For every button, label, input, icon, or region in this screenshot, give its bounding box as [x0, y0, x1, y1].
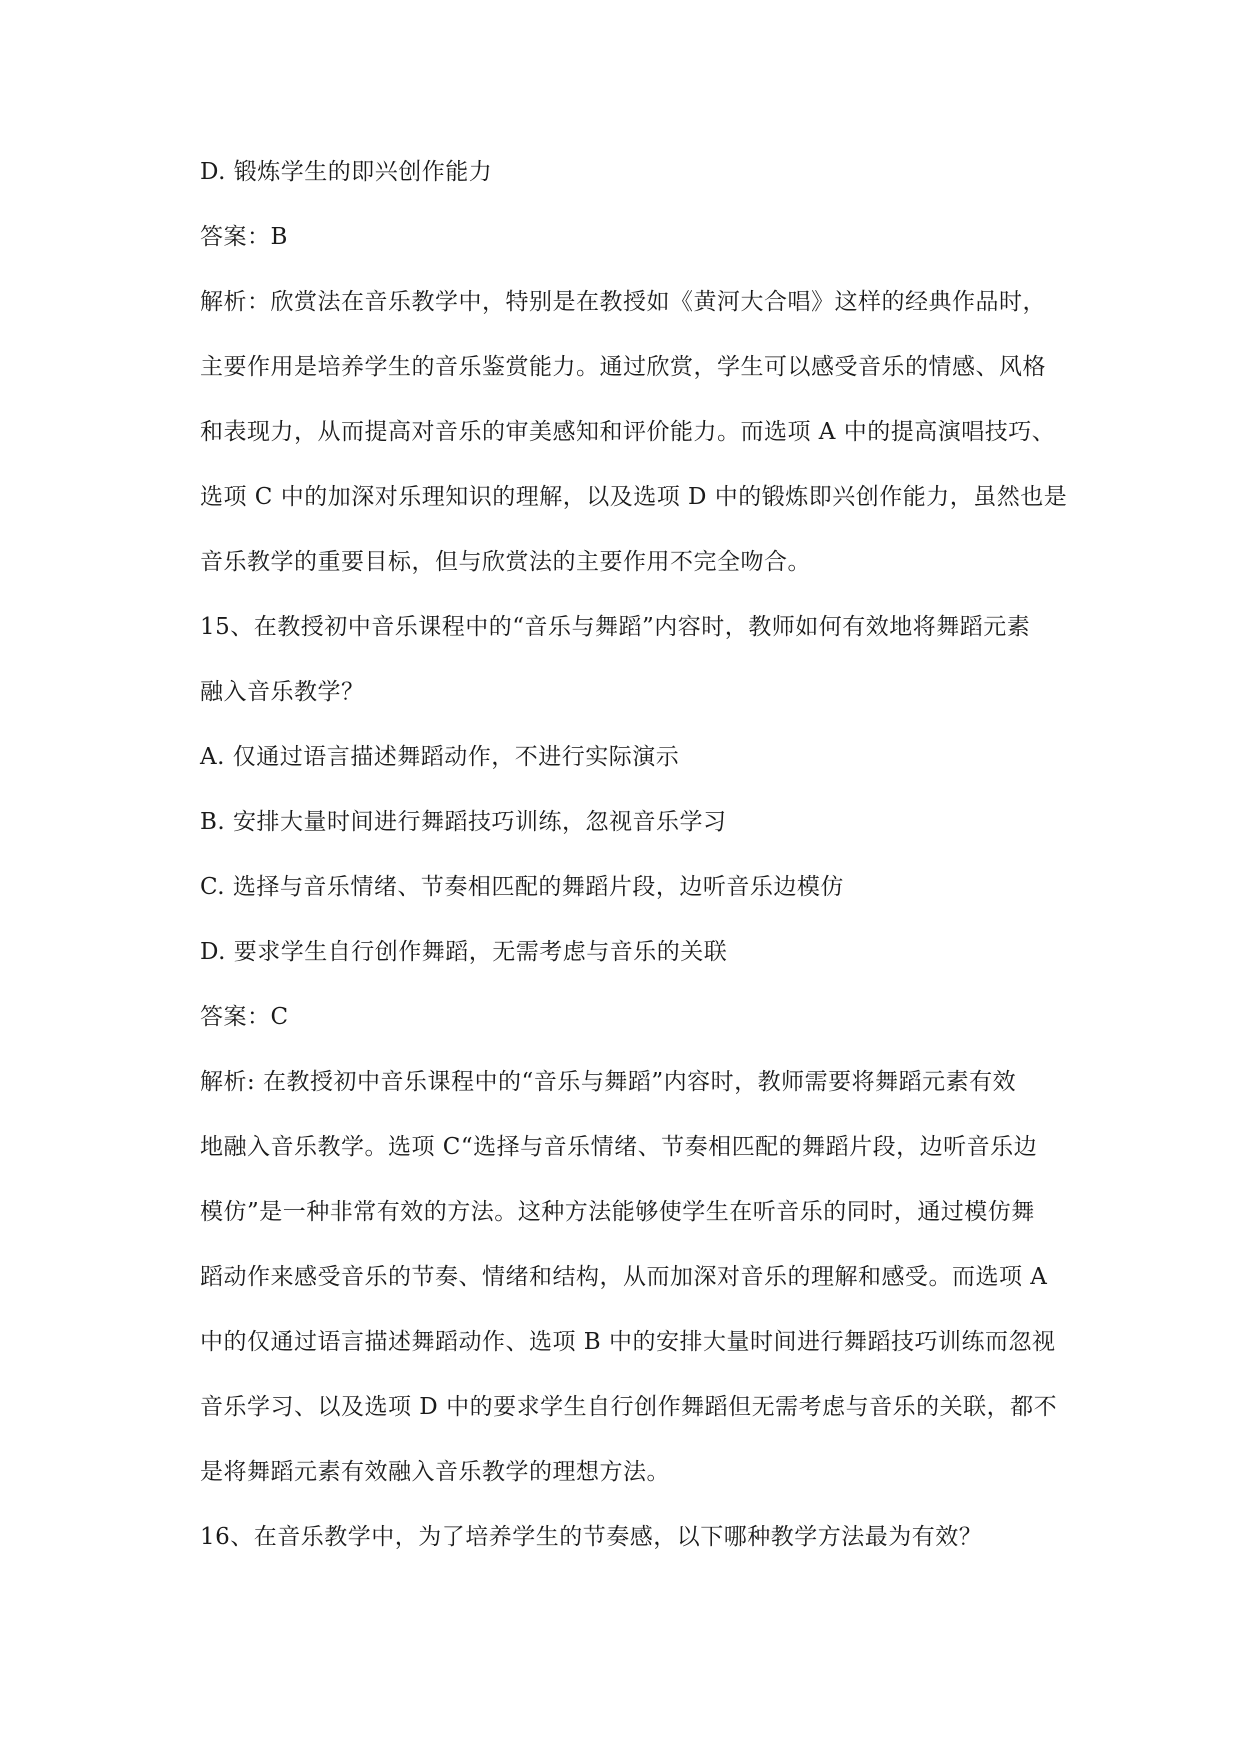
q14-explanation-line: 选项 C 中的加深对乐理知识的理解，以及选项 D 中的锻炼即兴创作能力，虽然也是	[200, 484, 1068, 510]
q15-option-c: C. 选择与音乐情绪、节奏相匹配的舞蹈片段，边听音乐边模仿	[200, 874, 844, 900]
q14-explanation-line: 和表现力，从而提高对音乐的审美感知和评价能力。而选项 A 中的提高演唱技巧、	[200, 419, 1056, 445]
q14-explanation-line: 主要作用是培养学生的音乐鉴赏能力。通过欣赏，学生可以感受音乐的情感、风格	[200, 354, 1046, 380]
q15-explanation-line: 解析: 在教授初中音乐课程中的“音乐与舞蹈”内容时，教师需要将舞蹈元素有效	[200, 1069, 1017, 1095]
q15-explanation-line: 模仿”是一种非常有效的方法。这种方法能够使学生在听音乐的同时，通过模仿舞	[200, 1199, 1035, 1225]
q15-answer: 答案：C	[200, 1004, 289, 1030]
q15-explanation-line: 中的仅通过语言描述舞蹈动作、选项 B 中的安排大量时间进行舞蹈技巧训练而忽视	[200, 1329, 1056, 1355]
q14-explanation-line: 解析：欣赏法在音乐教学中，特别是在教授如《黄河大合唱》这样的经典作品时，	[200, 289, 1046, 315]
q15-explanation-line: 音乐学习、以及选项 D 中的要求学生自行创作舞蹈但无需考虑与音乐的关联，都不	[200, 1394, 1058, 1420]
q15-explanation-line: 地融入音乐教学。选项 C“选择与音乐情绪、节奏相匹配的舞蹈片段，边听音乐边	[200, 1134, 1038, 1160]
q15-question-line: 15、在教授初中音乐课程中的“音乐与舞蹈”内容时，教师如何有效地将舞蹈元素	[200, 614, 1031, 640]
q16-question: 16、在音乐教学中，为了培养学生的节奏感，以下哪种教学方法最为有效？	[200, 1524, 983, 1550]
q15-explanation-line: 蹈动作来感受音乐的节奏、情绪和结构，从而加深对音乐的理解和感受。而选项 A	[200, 1264, 1048, 1290]
q15-option-a: A. 仅通过语言描述舞蹈动作，不进行实际演示	[200, 744, 680, 770]
q15-explanation-line: 是将舞蹈元素有效融入音乐教学的理想方法。	[200, 1459, 670, 1485]
q15-option-d: D. 要求学生自行创作舞蹈，无需考虑与音乐的关联	[200, 939, 728, 965]
q14-answer: 答案：B	[200, 224, 288, 250]
q14-explanation-line: 音乐教学的重要目标，但与欣赏法的主要作用不完全吻合。	[200, 549, 811, 575]
q15-question-line: 融入音乐教学？	[200, 679, 365, 705]
q15-option-b: B. 安排大量时间进行舞蹈技巧训练，忽视音乐学习	[200, 809, 727, 835]
document-page	[200, 140, 1120, 1570]
q14-option-d: D. 锻炼学生的即兴创作能力	[200, 159, 493, 185]
